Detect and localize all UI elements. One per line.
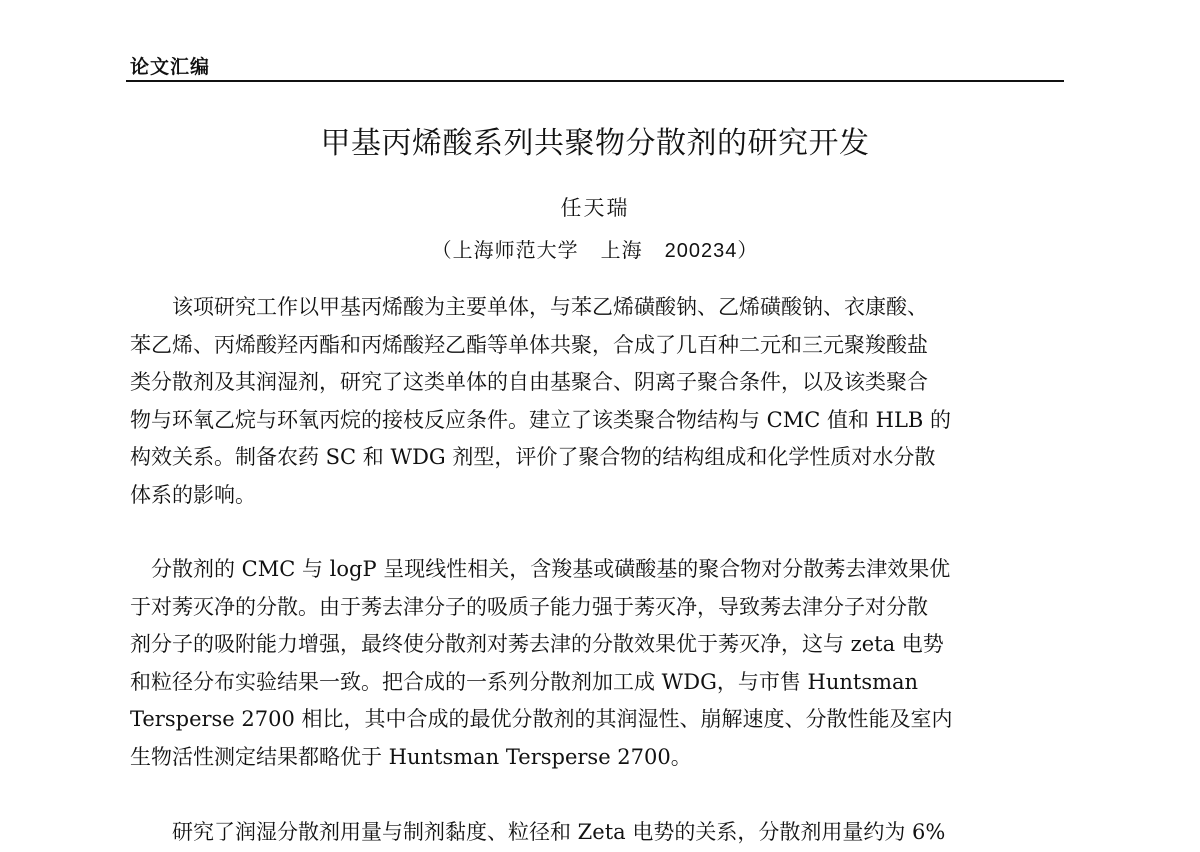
paragraph-line: 于对莠灭净的分散。由于莠去津分子的吸质子能力强于莠灭净，导致莠去津分子对分散 (130, 594, 928, 619)
paragraph-line: 和粒径分布实验结果一致。把合成的一系列分散剂加工成 WDG，与市售 Huntsman (130, 669, 919, 694)
header-rule (126, 80, 1064, 82)
author-name: 任天瑞 (560, 196, 630, 220)
running-head: 论文汇编 (130, 56, 211, 78)
paragraph-line: 研究了润湿分散剂用量与制剂黏度、粒径和 Zeta 电势的关系，分散剂用量约为 6% (172, 820, 946, 844)
affiliation-university: 上海师范大学 (452, 238, 579, 262)
affiliation-open-paren: （ (431, 238, 453, 262)
paragraph-line: 剂分子的吸附能力增强，最终使分散剂对莠去津的分散效果优于莠灭净，这与 zeta 电势 (130, 632, 944, 656)
paragraph-line: 物与环氧乙烷与环氧丙烷的接枝反应条件。建立了该类聚合物结构与 CMC 值和 HLB 的 (130, 407, 952, 432)
paper-title: 甲基丙烯酸系列共聚物分散剂的研究开发 (320, 126, 870, 161)
paragraph-line: 生物活性测定结果都略优于 Huntsman Tersperse 2700。 (130, 744, 692, 769)
paragraph-line: 该项研究工作以甲基丙烯酸为主要单体，与苯乙烯磺酸钠、乙烯磺酸钠、衣康酸、 (172, 295, 928, 319)
affiliation-city: 上海 (600, 238, 643, 262)
abstract-paragraph-1 (130, 289, 1062, 514)
author-affiliation (126, 234, 1064, 263)
affiliation-close-paren: ） (737, 238, 759, 262)
paragraph-line: Tersperse 2700 相比，其中合成的最优分散剂的其润湿性、崩解速度、分散性能及室内 (130, 707, 953, 731)
paragraph-line: 苯乙烯、丙烯酸羟丙酯和丙烯酸羟乙酯等单体共聚，合成了几百种二元和三元聚羧酸盐 (130, 332, 928, 357)
paragraph-line: 类分散剂及其润湿剂，研究了这类单体的自由基聚合、阴离子聚合条件，以及该类聚合 (130, 370, 928, 394)
affiliation-postcode: 200234 (664, 240, 738, 262)
paragraph-line: 分散剂的 CMC 与 logP 呈现线性相关，含羧基或磺酸基的聚合物对分散莠去津效果优 (151, 557, 951, 581)
paragraph-line: 构效关系。制备农药 SC 和 WDG 剂型，评价了聚合物的结构组成和化学性质对水分散 (130, 445, 936, 469)
abstract-paragraph-2 (130, 551, 1062, 776)
paragraph-line: 体系的影响。 (130, 482, 256, 507)
abstract-paragraph-3 (130, 814, 1062, 844)
